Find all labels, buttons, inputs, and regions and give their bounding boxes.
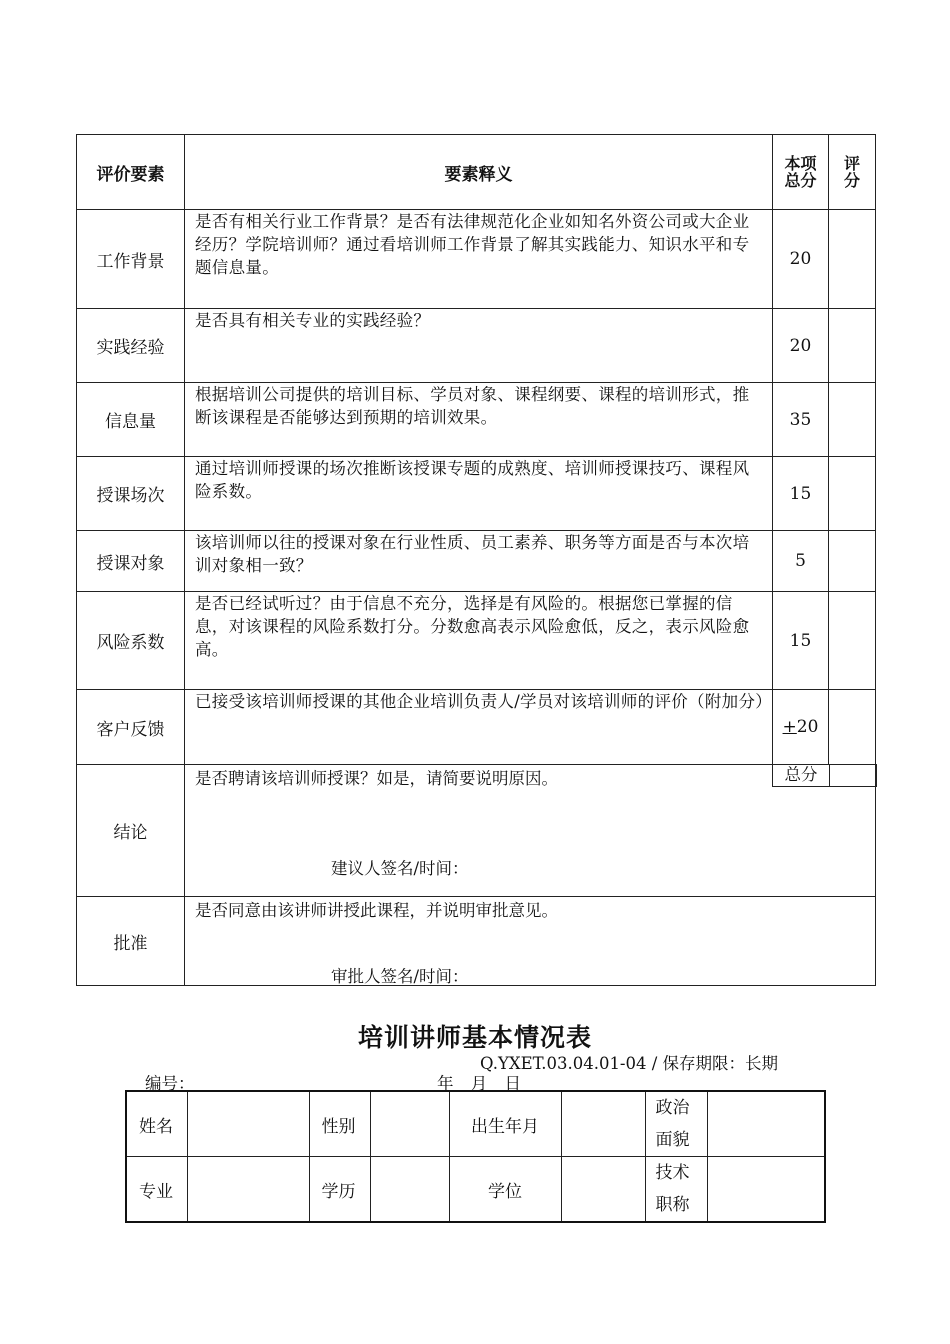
factor-label: 信息量 — [77, 383, 185, 457]
total-box — [772, 764, 877, 787]
conclusion-label: 结论 — [77, 765, 185, 897]
factor-description: 是否具有相关专业的实践经验？ — [185, 309, 773, 383]
factor-description: 根据培训公司提供的培训目标、学员对象、课程纲要、课程的培训形式，推断该课程是否能够达到预期的培训效果。 — [185, 383, 773, 457]
factor-description: 通过培训师授课的场次推断该授课专题的成熟度、培训师授课技巧、课程风险系数。 — [185, 457, 773, 531]
header-total-line2: 总分 — [784, 171, 817, 190]
rating-cell[interactable] — [829, 531, 876, 592]
form-title: 培训讲师基本情况表 — [357, 1023, 592, 1052]
factor-label: 授课对象 — [77, 531, 185, 592]
table-row — [77, 210, 876, 309]
number-label: 编号： — [145, 1074, 195, 1093]
birth-label: 出生年月 — [449, 1091, 561, 1157]
header-factor: 评价要素 — [77, 135, 185, 210]
rating-cell[interactable] — [829, 457, 876, 531]
rating-cell[interactable] — [829, 383, 876, 457]
factor-score: 20 — [773, 309, 829, 383]
header-rating-line2: 分 — [843, 171, 860, 190]
total-value-cell[interactable] — [830, 764, 876, 786]
approval-row — [77, 897, 876, 986]
political-field[interactable] — [707, 1091, 825, 1157]
date-label: 年 月 日 — [437, 1074, 521, 1093]
conclusion-question: 是否聘请该培训师授课？如是，请简要说明原因。 — [195, 769, 558, 788]
form-code: Q.YXET.03.04.01-04 / 保存期限：长期 — [480, 1054, 779, 1073]
factor-label: 授课场次 — [77, 457, 185, 531]
factor-description: 该培训师以往的授课对象在行业性质、员工素养、职务等方面是否与本次培训对象相一致？ — [185, 531, 773, 592]
birth-field[interactable] — [561, 1091, 645, 1157]
factor-description: 已接受该培训师授课的其他企业培训负责人/学员对该培训师的评价（附加分） — [185, 690, 773, 765]
approval-label: 批准 — [77, 897, 185, 986]
factor-score: 5 — [773, 531, 829, 592]
header-total-line1: 本项 — [784, 154, 817, 173]
name-field[interactable] — [187, 1091, 309, 1157]
header-explanation: 要素释义 — [185, 135, 773, 210]
factor-score — [773, 690, 829, 765]
table-row — [77, 383, 876, 457]
approver-signature: 审批人签名/时间： — [331, 967, 469, 986]
table-row — [77, 592, 876, 690]
plus-minus-sign: + — [782, 717, 797, 737]
table-row — [77, 309, 876, 383]
factor-score: 20 — [773, 210, 829, 309]
approval-cell[interactable] — [185, 897, 876, 986]
education-field[interactable] — [370, 1157, 449, 1223]
factor-label: 实践经验 — [77, 309, 185, 383]
factor-score: 15 — [773, 592, 829, 690]
factor-score: 35 — [773, 383, 829, 457]
tech-title-label — [645, 1157, 707, 1223]
political-label-line2: 面貌 — [655, 1130, 690, 1150]
table-row — [77, 531, 876, 592]
major-field[interactable] — [187, 1157, 309, 1223]
factor-description: 是否有相关行业工作背景？是否有法律规范化企业如知名外资公司或大企业经历？学院培训师？通过看培训师工作背景了解其实践能力、知识水平和专题信息量。 — [185, 210, 773, 309]
gender-label: 性别 — [309, 1091, 370, 1157]
tech-title-label-line1: 技术 — [655, 1163, 690, 1183]
header-rating — [829, 135, 876, 210]
total-label: 总分 — [773, 764, 830, 786]
approval-question: 是否同意由该讲师讲授此课程，并说明审批意见。 — [195, 901, 558, 920]
political-label — [645, 1091, 707, 1157]
factor-label: 客户反馈 — [77, 690, 185, 765]
major-label: 专业 — [126, 1157, 187, 1223]
rating-cell[interactable] — [829, 690, 876, 765]
info-row-1 — [126, 1091, 825, 1157]
conclusion-row — [77, 765, 876, 897]
degree-field[interactable] — [561, 1157, 645, 1223]
gender-field[interactable] — [370, 1091, 449, 1157]
conclusion-cell[interactable] — [185, 765, 876, 897]
table-row — [77, 457, 876, 531]
score-value: 20 — [796, 717, 819, 737]
degree-label: 学位 — [449, 1157, 561, 1223]
trainer-info-table — [125, 1090, 826, 1223]
education-label: 学历 — [309, 1157, 370, 1223]
evaluation-table — [76, 134, 876, 986]
table-row — [77, 690, 876, 765]
factor-label: 工作背景 — [77, 210, 185, 309]
rating-cell[interactable] — [829, 592, 876, 690]
table-header-row — [77, 135, 876, 210]
rating-cell[interactable] — [829, 309, 876, 383]
political-label-line1: 政治 — [655, 1098, 690, 1118]
info-row-2 — [126, 1157, 825, 1223]
name-label: 姓名 — [126, 1091, 187, 1157]
factor-score: 15 — [773, 457, 829, 531]
factor-description: 是否已经试听过？由于信息不充分，选择是有风险的。根据您已掌握的信息，对该课程的风险系数打分。分数愈高表示风险愈低，反之，表示风险愈高。 — [185, 592, 773, 690]
tech-title-field[interactable] — [707, 1157, 825, 1223]
rating-cell[interactable] — [829, 210, 876, 309]
factor-label: 风险系数 — [77, 592, 185, 690]
header-total — [773, 135, 829, 210]
tech-title-label-line2: 职称 — [655, 1195, 690, 1215]
suggester-signature: 建议人签名/时间： — [331, 859, 469, 878]
header-rating-line1: 评 — [843, 154, 860, 173]
